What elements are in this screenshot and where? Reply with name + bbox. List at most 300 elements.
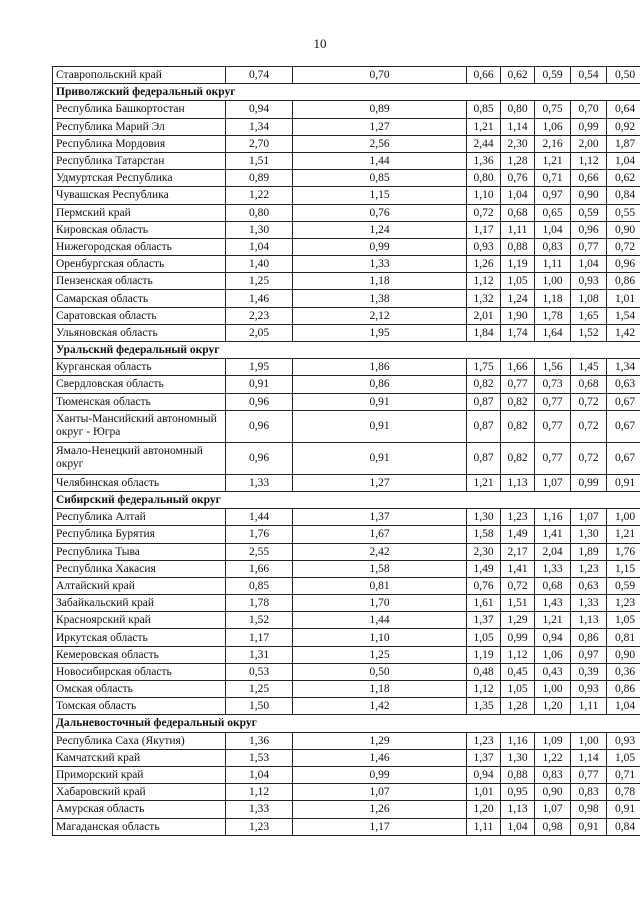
value-cell-4: 2,17 <box>501 543 535 560</box>
value-cell-1: 0,80 <box>226 204 293 221</box>
value-cell-3: 1,58 <box>467 526 501 543</box>
section-title: Сибирский федеральный округ <box>53 491 640 508</box>
table-row <box>53 577 640 594</box>
value-cell-6: 0,83 <box>571 784 607 801</box>
value-cell-2: 0,99 <box>293 238 467 255</box>
value-cell-6: 1,07 <box>571 509 607 526</box>
value-cell-7: 1,01 <box>607 290 640 307</box>
value-cell-6: 1,30 <box>571 526 607 543</box>
value-cell-5: 1,22 <box>535 749 571 766</box>
value-cell-5: 0,83 <box>535 238 571 255</box>
value-cell-6: 1,33 <box>571 595 607 612</box>
table-row <box>53 784 640 801</box>
value-cell-1: 1,51 <box>226 152 293 169</box>
table-row <box>53 663 640 680</box>
region-name: Оренбургская область <box>53 256 226 273</box>
value-cell-1: 1,31 <box>226 646 293 663</box>
value-cell-6: 0,72 <box>571 442 607 474</box>
value-cell-4: 1,23 <box>501 509 535 526</box>
value-cell-3: 1,11 <box>467 818 501 835</box>
value-cell-4: 2,30 <box>501 135 535 152</box>
value-cell-6: 1,52 <box>571 324 607 341</box>
value-cell-7: 1,21 <box>607 526 640 543</box>
value-cell-6: 1,11 <box>571 698 607 715</box>
value-cell-6: 0,99 <box>571 474 607 491</box>
value-cell-2: 2,42 <box>293 543 467 560</box>
value-cell-3: 0,48 <box>467 663 501 680</box>
value-cell-2: 1,25 <box>293 646 467 663</box>
value-cell-2: 0,91 <box>293 393 467 410</box>
value-cell-6: 1,13 <box>571 612 607 629</box>
region-name: Пермский край <box>53 204 226 221</box>
region-name: Республика Алтай <box>53 509 226 526</box>
value-cell-6: 1,23 <box>571 560 607 577</box>
value-cell-2: 1,17 <box>293 818 467 835</box>
value-cell-1: 0,89 <box>226 170 293 187</box>
table-row <box>53 118 640 135</box>
region-name: Республика Тыва <box>53 543 226 560</box>
value-cell-4: 1,66 <box>501 359 535 376</box>
value-cell-6: 1,12 <box>571 152 607 169</box>
value-cell-1: 1,34 <box>226 118 293 135</box>
value-cell-1: 1,66 <box>226 560 293 577</box>
value-cell-1: 0,53 <box>226 663 293 680</box>
region-name: Пензенская область <box>53 273 226 290</box>
region-name: Челябинская область <box>53 474 226 491</box>
value-cell-5: 2,16 <box>535 135 571 152</box>
value-cell-3: 1,12 <box>467 273 501 290</box>
page-number: 10 <box>313 36 327 51</box>
value-cell-1: 2,05 <box>226 324 293 341</box>
value-cell-4: 1,14 <box>501 118 535 135</box>
table-row <box>53 818 640 835</box>
value-cell-4: 1,16 <box>501 732 535 749</box>
value-cell-5: 1,20 <box>535 698 571 715</box>
value-cell-5: 1,64 <box>535 324 571 341</box>
value-cell-6: 0,70 <box>571 101 607 118</box>
value-cell-1: 1,53 <box>226 749 293 766</box>
region-name: Магаданская область <box>53 818 226 835</box>
value-cell-6: 1,04 <box>571 256 607 273</box>
value-cell-6: 0,93 <box>571 273 607 290</box>
value-cell-7: 1,34 <box>607 359 640 376</box>
value-cell-3: 0,85 <box>467 101 501 118</box>
value-cell-2: 0,99 <box>293 766 467 783</box>
value-cell-4: 0,80 <box>501 101 535 118</box>
value-cell-6: 1,08 <box>571 290 607 307</box>
value-cell-7: 0,71 <box>607 766 640 783</box>
value-cell-1: 1,52 <box>226 612 293 629</box>
region-name: Республика Хакасия <box>53 560 226 577</box>
value-cell-4: 1,90 <box>501 307 535 324</box>
table-row <box>53 526 640 543</box>
value-cell-5: 1,00 <box>535 681 571 698</box>
value-cell-6: 0,63 <box>571 577 607 594</box>
value-cell-3: 0,72 <box>467 204 501 221</box>
value-cell-7: 0,91 <box>607 474 640 491</box>
value-cell-3: 0,80 <box>467 170 501 187</box>
region-name: Республика Бурятия <box>53 526 226 543</box>
value-cell-2: 2,12 <box>293 307 467 324</box>
value-cell-3: 1,19 <box>467 646 501 663</box>
value-cell-2: 1,24 <box>293 221 467 238</box>
value-cell-2: 0,91 <box>293 442 467 474</box>
region-name: Ставропольский край <box>53 67 226 84</box>
value-cell-3: 1,37 <box>467 612 501 629</box>
value-cell-4: 1,30 <box>501 749 535 766</box>
value-cell-1: 0,96 <box>226 393 293 410</box>
region-name: Алтайский край <box>53 577 226 594</box>
value-cell-7: 1,05 <box>607 749 640 766</box>
value-cell-5: 0,68 <box>535 577 571 594</box>
value-cell-6: 0,99 <box>571 118 607 135</box>
value-cell-2: 1,95 <box>293 324 467 341</box>
value-cell-4: 0,88 <box>501 766 535 783</box>
value-cell-2: 1,38 <box>293 290 467 307</box>
value-cell-6: 0,90 <box>571 187 607 204</box>
value-cell-7: 0,64 <box>607 101 640 118</box>
value-cell-4: 1,74 <box>501 324 535 341</box>
value-cell-5: 0,43 <box>535 663 571 680</box>
value-cell-4: 0,99 <box>501 629 535 646</box>
value-cell-7: 1,04 <box>607 152 640 169</box>
section-title: Приволжский федеральный округ <box>53 84 640 101</box>
value-cell-2: 1,58 <box>293 560 467 577</box>
value-cell-3: 1,20 <box>467 801 501 818</box>
value-cell-4: 1,28 <box>501 698 535 715</box>
value-cell-3: 0,76 <box>467 577 501 594</box>
table-row <box>53 359 640 376</box>
value-cell-7: 0,91 <box>607 801 640 818</box>
table-row <box>53 204 640 221</box>
value-cell-5: 1,56 <box>535 359 571 376</box>
region-name: Курганская область <box>53 359 226 376</box>
value-cell-1: 1,17 <box>226 629 293 646</box>
table-row <box>53 801 640 818</box>
value-cell-3: 1,01 <box>467 784 501 801</box>
value-cell-3: 1,26 <box>467 256 501 273</box>
value-cell-7: 1,76 <box>607 543 640 560</box>
value-cell-5: 1,43 <box>535 595 571 612</box>
value-cell-5: 2,04 <box>535 543 571 560</box>
value-cell-6: 0,59 <box>571 204 607 221</box>
value-cell-6: 0,77 <box>571 766 607 783</box>
value-cell-4: 1,51 <box>501 595 535 612</box>
value-cell-2: 1,86 <box>293 359 467 376</box>
value-cell-5: 1,21 <box>535 612 571 629</box>
section-header-row <box>53 491 640 508</box>
value-cell-5: 0,59 <box>535 67 571 84</box>
table-row <box>53 410 640 442</box>
value-cell-3: 1,23 <box>467 732 501 749</box>
value-cell-3: 1,21 <box>467 118 501 135</box>
value-cell-6: 0,77 <box>571 238 607 255</box>
value-cell-7: 0,67 <box>607 393 640 410</box>
value-cell-7: 0,59 <box>607 577 640 594</box>
value-cell-3: 1,32 <box>467 290 501 307</box>
value-cell-4: 0,82 <box>501 410 535 442</box>
value-cell-2: 2,56 <box>293 135 467 152</box>
value-cell-5: 1,18 <box>535 290 571 307</box>
value-cell-1: 0,94 <box>226 101 293 118</box>
value-cell-3: 0,87 <box>467 393 501 410</box>
value-cell-4: 0,72 <box>501 577 535 594</box>
value-cell-1: 1,04 <box>226 238 293 255</box>
table-row <box>53 629 640 646</box>
value-cell-3: 2,01 <box>467 307 501 324</box>
table-row <box>53 393 640 410</box>
value-cell-5: 0,75 <box>535 101 571 118</box>
region-name: Ханты-Мансийский автономный округ - Югра <box>53 410 226 442</box>
value-cell-3: 0,82 <box>467 376 501 393</box>
value-cell-4: 0,77 <box>501 376 535 393</box>
value-cell-6: 0,91 <box>571 818 607 835</box>
value-cell-6: 0,39 <box>571 663 607 680</box>
value-cell-3: 1,05 <box>467 629 501 646</box>
value-cell-5: 1,07 <box>535 801 571 818</box>
value-cell-6: 0,68 <box>571 376 607 393</box>
table-row <box>53 238 640 255</box>
table-row <box>53 732 640 749</box>
value-cell-6: 1,65 <box>571 307 607 324</box>
value-cell-4: 0,82 <box>501 393 535 410</box>
value-cell-1: 2,23 <box>226 307 293 324</box>
value-cell-1: 1,95 <box>226 359 293 376</box>
value-cell-5: 1,06 <box>535 118 571 135</box>
region-name: Республика Марий Эл <box>53 118 226 135</box>
value-cell-6: 0,93 <box>571 681 607 698</box>
value-cell-1: 0,96 <box>226 410 293 442</box>
region-name: Тюменская область <box>53 393 226 410</box>
region-name: Приморский край <box>53 766 226 783</box>
region-name: Хабаровский край <box>53 784 226 801</box>
value-cell-3: 1,36 <box>467 152 501 169</box>
value-cell-5: 0,77 <box>535 393 571 410</box>
value-cell-5: 0,94 <box>535 629 571 646</box>
table-row <box>53 474 640 491</box>
value-cell-3: 2,30 <box>467 543 501 560</box>
value-cell-6: 0,96 <box>571 221 607 238</box>
value-cell-4: 1,29 <box>501 612 535 629</box>
value-cell-2: 1,46 <box>293 749 467 766</box>
value-cell-1: 1,33 <box>226 474 293 491</box>
value-cell-6: 2,00 <box>571 135 607 152</box>
value-cell-2: 0,70 <box>293 67 467 84</box>
value-cell-1: 1,04 <box>226 766 293 783</box>
value-cell-1: 1,33 <box>226 801 293 818</box>
table-row <box>53 442 640 474</box>
value-cell-5: 1,41 <box>535 526 571 543</box>
value-cell-2: 1,26 <box>293 801 467 818</box>
value-cell-2: 0,89 <box>293 101 467 118</box>
value-cell-5: 0,97 <box>535 187 571 204</box>
region-name: Республика Татарстан <box>53 152 226 169</box>
value-cell-4: 0,82 <box>501 442 535 474</box>
region-name: Нижегородская область <box>53 238 226 255</box>
value-cell-3: 0,93 <box>467 238 501 255</box>
value-cell-7: 1,05 <box>607 612 640 629</box>
region-name: Иркутская область <box>53 629 226 646</box>
value-cell-5: 1,33 <box>535 560 571 577</box>
value-cell-7: 0,67 <box>607 410 640 442</box>
value-cell-1: 2,70 <box>226 135 293 152</box>
region-name: Амурская область <box>53 801 226 818</box>
value-cell-7: 0,90 <box>607 646 640 663</box>
section-title: Дальневосточный федеральный округ <box>53 715 640 732</box>
value-cell-5: 1,04 <box>535 221 571 238</box>
value-cell-2: 1,15 <box>293 187 467 204</box>
value-cell-4: 1,19 <box>501 256 535 273</box>
value-cell-4: 1,13 <box>501 474 535 491</box>
section-header-row <box>53 84 640 101</box>
value-cell-1: 1,76 <box>226 526 293 543</box>
value-cell-3: 1,75 <box>467 359 501 376</box>
value-cell-7: 1,23 <box>607 595 640 612</box>
table-row <box>53 101 640 118</box>
value-cell-7: 1,00 <box>607 509 640 526</box>
value-cell-1: 2,55 <box>226 543 293 560</box>
table-row <box>53 543 640 560</box>
value-cell-1: 1,23 <box>226 818 293 835</box>
region-name: Омская область <box>53 681 226 698</box>
region-name: Ямало-Ненецкий автономный округ <box>53 442 226 474</box>
region-name: Томская область <box>53 698 226 715</box>
value-cell-1: 1,78 <box>226 595 293 612</box>
value-cell-1: 1,40 <box>226 256 293 273</box>
value-cell-1: 0,74 <box>226 67 293 84</box>
value-cell-5: 1,21 <box>535 152 571 169</box>
value-cell-3: 1,12 <box>467 681 501 698</box>
value-cell-2: 1,67 <box>293 526 467 543</box>
region-name: Чувашская Республика <box>53 187 226 204</box>
value-cell-3: 1,84 <box>467 324 501 341</box>
value-cell-5: 0,83 <box>535 766 571 783</box>
value-cell-7: 0,63 <box>607 376 640 393</box>
region-name: Саратовская область <box>53 307 226 324</box>
table-row <box>53 612 640 629</box>
value-cell-6: 0,54 <box>571 67 607 84</box>
value-cell-3: 1,21 <box>467 474 501 491</box>
value-cell-4: 1,11 <box>501 221 535 238</box>
value-cell-3: 1,35 <box>467 698 501 715</box>
table-row <box>53 256 640 273</box>
value-cell-5: 1,78 <box>535 307 571 324</box>
value-cell-3: 1,49 <box>467 560 501 577</box>
value-cell-7: 0,84 <box>607 187 640 204</box>
value-cell-3: 2,44 <box>467 135 501 152</box>
value-cell-6: 0,72 <box>571 410 607 442</box>
value-cell-1: 0,96 <box>226 442 293 474</box>
value-cell-1: 1,25 <box>226 681 293 698</box>
value-cell-5: 1,00 <box>535 273 571 290</box>
value-cell-3: 0,87 <box>467 442 501 474</box>
value-cell-7: 0,36 <box>607 663 640 680</box>
value-cell-1: 1,44 <box>226 509 293 526</box>
value-cell-2: 1,18 <box>293 681 467 698</box>
value-cell-4: 0,76 <box>501 170 535 187</box>
table-row <box>53 273 640 290</box>
value-cell-1: 1,36 <box>226 732 293 749</box>
region-name: Республика Мордовия <box>53 135 226 152</box>
value-cell-2: 1,70 <box>293 595 467 612</box>
value-cell-2: 0,50 <box>293 663 467 680</box>
value-cell-7: 0,55 <box>607 204 640 221</box>
value-cell-1: 1,50 <box>226 698 293 715</box>
value-cell-4: 1,05 <box>501 681 535 698</box>
value-cell-2: 1,33 <box>293 256 467 273</box>
value-cell-7: 1,04 <box>607 698 640 715</box>
value-cell-6: 1,00 <box>571 732 607 749</box>
region-name: Кировская область <box>53 221 226 238</box>
table-row <box>53 290 640 307</box>
value-cell-2: 1,44 <box>293 612 467 629</box>
value-cell-3: 0,66 <box>467 67 501 84</box>
value-cell-7: 1,15 <box>607 560 640 577</box>
table-row <box>53 135 640 152</box>
value-cell-5: 1,07 <box>535 474 571 491</box>
value-cell-4: 0,68 <box>501 204 535 221</box>
table-row <box>53 560 640 577</box>
value-cell-4: 0,45 <box>501 663 535 680</box>
region-name: Самарская область <box>53 290 226 307</box>
value-cell-5: 0,71 <box>535 170 571 187</box>
value-cell-2: 0,86 <box>293 376 467 393</box>
value-cell-7: 1,54 <box>607 307 640 324</box>
region-name: Кемеровская область <box>53 646 226 663</box>
section-title: Уральский федеральный округ <box>53 342 640 359</box>
value-cell-7: 0,96 <box>607 256 640 273</box>
value-cell-2: 1,18 <box>293 273 467 290</box>
region-name: Забайкальский край <box>53 595 226 612</box>
table-row <box>53 646 640 663</box>
value-cell-4: 1,04 <box>501 818 535 835</box>
value-cell-2: 0,76 <box>293 204 467 221</box>
value-cell-2: 1,27 <box>293 474 467 491</box>
table-row <box>53 376 640 393</box>
region-name: Республика Башкортостан <box>53 101 226 118</box>
value-cell-7: 0,72 <box>607 238 640 255</box>
value-cell-6: 0,86 <box>571 629 607 646</box>
table-row <box>53 67 640 84</box>
table-row <box>53 698 640 715</box>
value-cell-4: 1,41 <box>501 560 535 577</box>
value-cell-1: 1,12 <box>226 784 293 801</box>
value-cell-2: 1,29 <box>293 732 467 749</box>
value-cell-1: 0,91 <box>226 376 293 393</box>
value-cell-5: 0,90 <box>535 784 571 801</box>
table-row <box>53 324 640 341</box>
value-cell-7: 0,86 <box>607 681 640 698</box>
value-cell-7: 0,84 <box>607 818 640 835</box>
value-cell-4: 1,05 <box>501 273 535 290</box>
value-cell-3: 1,30 <box>467 509 501 526</box>
value-cell-3: 0,87 <box>467 410 501 442</box>
value-cell-2: 1,44 <box>293 152 467 169</box>
region-name: Красноярский край <box>53 612 226 629</box>
value-cell-6: 0,98 <box>571 801 607 818</box>
value-cell-6: 0,72 <box>571 393 607 410</box>
value-cell-3: 1,61 <box>467 595 501 612</box>
value-cell-3: 1,37 <box>467 749 501 766</box>
value-cell-1: 1,22 <box>226 187 293 204</box>
value-cell-2: 1,37 <box>293 509 467 526</box>
region-name: Камчатский край <box>53 749 226 766</box>
value-cell-4: 1,12 <box>501 646 535 663</box>
region-name: Удмуртская Республика <box>53 170 226 187</box>
value-cell-5: 0,73 <box>535 376 571 393</box>
value-cell-2: 0,91 <box>293 410 467 442</box>
value-cell-6: 1,89 <box>571 543 607 560</box>
